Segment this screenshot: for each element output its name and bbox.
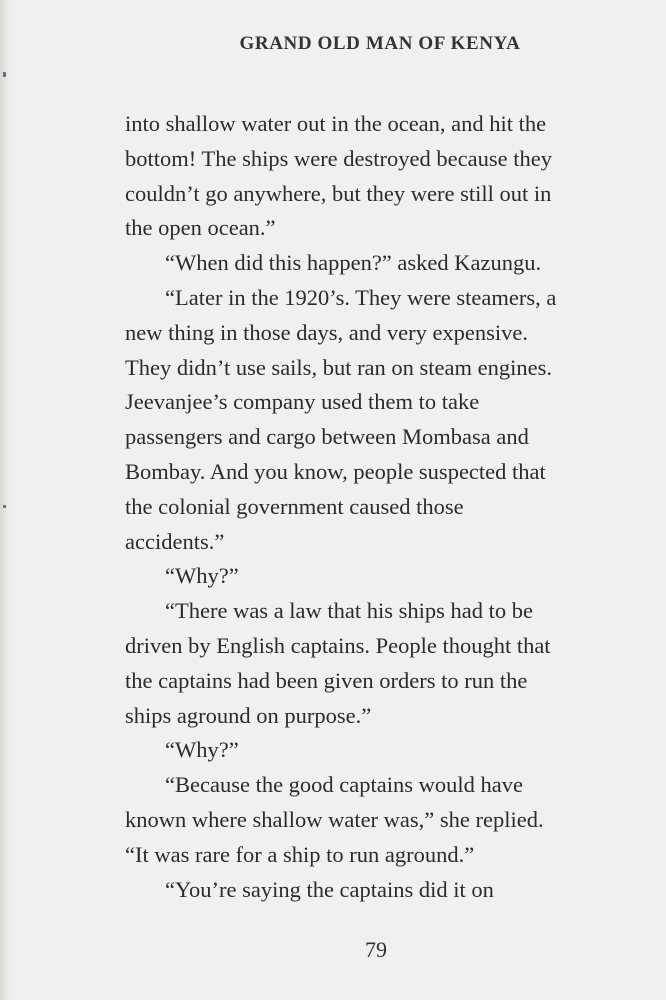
text-line: driven by English captains. People thought that xyxy=(125,632,551,658)
text-line: “Because the good captains would have xyxy=(165,772,524,798)
text-line: “Why?” xyxy=(165,737,239,763)
text-line: bottom! The ships were destroyed because they xyxy=(125,145,552,171)
text-line: the open ocean.” xyxy=(125,215,276,241)
gutter-mark xyxy=(3,72,6,77)
text-line: They didn’t use sails, but ran on steam engines. xyxy=(125,354,553,380)
text-line: Bombay. And you know, people suspected that xyxy=(125,458,546,484)
text-line: Jeevanjee’s company used them to take xyxy=(125,389,480,415)
text-line: “You’re saying the captains did it on xyxy=(165,876,494,902)
text-line: new thing in those days, and very expensive. xyxy=(125,319,529,345)
gutter-mark xyxy=(3,505,6,508)
text-line: ships aground on purpose.” xyxy=(125,702,372,728)
text-line: “Why?” xyxy=(165,563,239,589)
text-line: the colonial government caused those xyxy=(125,493,464,519)
page-gutter xyxy=(0,0,14,1000)
text-line: the captains had been given orders to run the xyxy=(125,667,528,693)
text-line: passengers and cargo between Mombasa and xyxy=(125,424,529,450)
text-line: “It was rare for a ship to run aground.” xyxy=(125,841,475,867)
text-line: into shallow water out in the ocean, and hit the xyxy=(125,111,547,136)
page-number: 79 xyxy=(365,937,387,962)
text-line: “Later in the 1920’s. They were steamers, a xyxy=(165,284,557,310)
running-head: GRAND OLD MAN OF KENYA xyxy=(239,33,521,54)
text-line: “There was a law that his ships had to be xyxy=(165,598,534,624)
text-line: “When did this happen?” asked Kazungu. xyxy=(165,250,542,276)
text-line: couldn’t go anywhere, but they were still out in xyxy=(125,180,552,206)
body-text xyxy=(125,107,630,907)
text-line: known where shallow water was,” she replied. xyxy=(125,806,544,832)
text-line: accidents.” xyxy=(125,528,225,554)
